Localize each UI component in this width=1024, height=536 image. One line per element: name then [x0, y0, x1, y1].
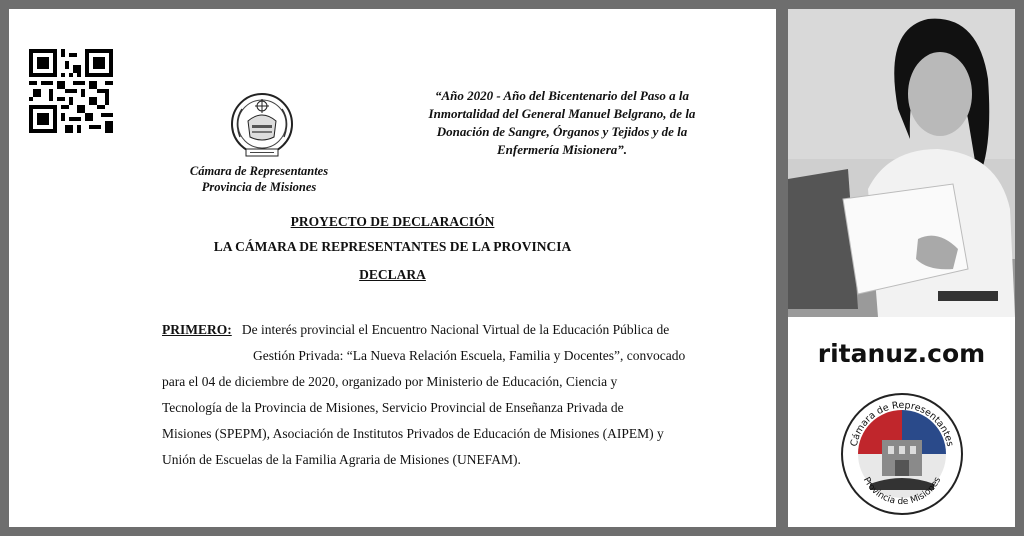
body-line: para el 04 de diciembre de 2020, organizado por Ministerio de Educación, Ciencia y [162, 374, 618, 389]
declara-heading: DECLARA [359, 267, 426, 282]
document-title: PROYECTO DE DECLARACIÓN [290, 214, 495, 229]
body-line [162, 317, 748, 343]
motto-line: Donación de Sangre, Órganos y Tejidos y de la [436, 124, 688, 139]
body-line: Tecnología de la Provincia de Misiones, Servicio Provincial de Enseñanza Privada de [162, 400, 624, 415]
camara-logo [840, 392, 964, 516]
motto-line: Inmortalidad del General Manuel Belgrano, de la [428, 106, 696, 121]
motto-line: Enfermería Misionera”. [496, 142, 627, 157]
chamber-name [169, 163, 349, 195]
article-primero [162, 317, 748, 473]
logo-text-top: Cámara de Representantes [848, 399, 956, 448]
provincial-seal-icon [228, 91, 296, 161]
sidebar-panel [788, 9, 1015, 527]
document-page [9, 9, 776, 527]
year-motto [397, 87, 727, 159]
qr-code-icon [29, 49, 113, 133]
logo-text-bottom: Provincia de Misiones [860, 475, 944, 508]
body-text: De interés provincial el Encuentro Nacional Virtual de la Educación Pública de [241, 322, 670, 337]
motto-line: “Año 2020 - Año del Bicentenario del Paso a la [434, 88, 690, 103]
body-line: Gestión Privada: “La Nueva Relación Escuela, Familia y Docentes”, convocado [253, 348, 686, 363]
chamber-line-2: Provincia de Misiones [201, 180, 317, 194]
site-name[interactable]: ritanuz.com [817, 339, 986, 368]
document-subtitle: LA CÁMARA DE REPRESENTANTES DE LA PROVINCIA [213, 239, 572, 254]
body-line: Unión de Escuelas de la Familia Agraria de Misiones (UNEFAM). [162, 452, 521, 467]
article-label: PRIMERO: [162, 322, 232, 337]
woman-reading-photo [788, 9, 1015, 317]
body-line: Misiones (SPEPM), Asociación de Institutos Privados de Educación de Misiones (AIPEM) y [162, 426, 664, 441]
chamber-line-1: Cámara de Representantes [189, 164, 329, 178]
